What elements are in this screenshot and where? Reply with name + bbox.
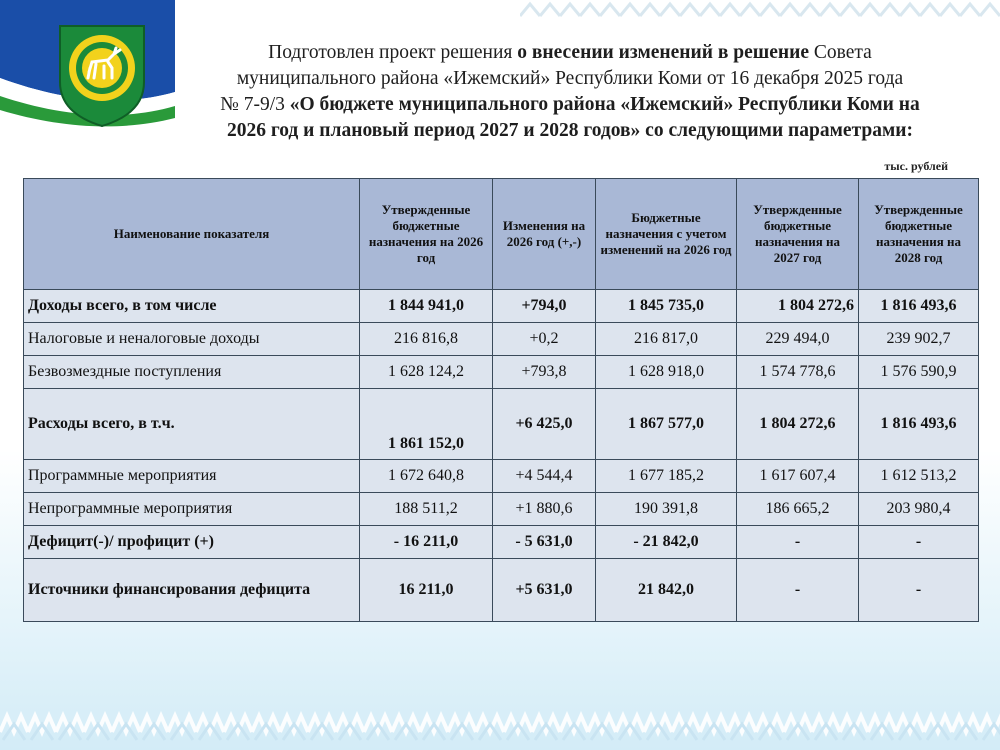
table-cell: 1 574 778,6 — [737, 356, 859, 389]
title-part-6: «О бюджете муниципального района «Ижемский» Республики Коми на — [289, 94, 920, 115]
row-label: Непрограммные мероприятия — [24, 493, 360, 526]
table-cell: - — [737, 559, 859, 622]
table-cell: +793,8 — [493, 356, 596, 389]
table-cell: 216 817,0 — [596, 323, 737, 356]
table-header-row — [24, 179, 979, 290]
table-row — [24, 389, 979, 460]
table-cell: +1 880,6 — [493, 493, 596, 526]
table-cell: 188 511,2 — [360, 493, 493, 526]
column-header: Утвержденные бюджетные назначения на 2026 год — [360, 179, 493, 290]
table-cell: 203 980,4 — [859, 493, 979, 526]
column-header: Утвержденные бюджетные назначения на 2028 год — [859, 179, 979, 290]
table-cell: 1 617 607,4 — [737, 460, 859, 493]
table-cell: 1 844 941,0 — [360, 290, 493, 323]
table-cell: +794,0 — [493, 290, 596, 323]
title-part-2: о внесении изменений в решение — [517, 42, 810, 63]
table-cell: 1 612 513,2 — [859, 460, 979, 493]
table-cell: 1 677 185,2 — [596, 460, 737, 493]
table-cell: 1 628 124,2 — [360, 356, 493, 389]
table-cell: 1 804 272,6 — [737, 290, 859, 323]
table-row — [24, 493, 979, 526]
table-cell: 16 211,0 — [360, 559, 493, 622]
table-row — [24, 460, 979, 493]
table-cell: 1 804 272,6 — [737, 389, 859, 460]
column-header: Бюджетные назначения с учетом изменений на 2026 год — [596, 179, 737, 290]
table-row — [24, 323, 979, 356]
table-cell: +5 631,0 — [493, 559, 596, 622]
row-label: Дефицит(-)/ профицит (+) — [24, 526, 360, 559]
table-cell: 1 628 918,0 — [596, 356, 737, 389]
table-cell: 1 816 493,6 — [859, 389, 979, 460]
table-row — [24, 526, 979, 559]
table-cell: - 21 842,0 — [596, 526, 737, 559]
table-cell: - 16 211,0 — [360, 526, 493, 559]
table-cell: - — [859, 559, 979, 622]
table-cell: 216 816,8 — [360, 323, 493, 356]
units-label: тыс. рублей — [884, 159, 948, 173]
table-cell: 21 842,0 — [596, 559, 737, 622]
bottom-ornament — [0, 702, 1000, 742]
row-label: Расходы всего, в т.ч. — [24, 389, 360, 460]
column-header: Наименование показателя — [24, 179, 360, 290]
top-ornament — [520, 0, 1000, 22]
table-cell: - 5 631,0 — [493, 526, 596, 559]
table-cell: 229 494,0 — [737, 323, 859, 356]
coat-of-arms-emblem — [56, 22, 148, 128]
row-label: Источники финансирования дефицита — [24, 559, 360, 622]
table-cell: +0,2 — [493, 323, 596, 356]
title-part-3: Совета — [809, 42, 872, 63]
title-part-5: № 7-9/3 — [220, 94, 290, 115]
table-cell: 1 867 577,0 — [596, 389, 737, 460]
table-cell: 239 902,7 — [859, 323, 979, 356]
table-cell: 1 816 493,6 — [859, 290, 979, 323]
table-cell: 1 672 640,8 — [360, 460, 493, 493]
title-part-4: муниципального района «Ижемский» Республики Коми от 16 декабря 2025 года — [236, 68, 904, 89]
row-label: Безвозмездные поступления — [24, 356, 360, 389]
table-row — [24, 356, 979, 389]
row-label: Доходы всего, в том числе — [24, 290, 360, 323]
table-cell: 186 665,2 — [737, 493, 859, 526]
table-cell: 1 861 152,0 — [360, 389, 493, 460]
page-title — [160, 40, 980, 144]
table-cell: +6 425,0 — [493, 389, 596, 460]
column-header: Изменения на 2026 год (+,-) — [493, 179, 596, 290]
table-cell: - — [859, 526, 979, 559]
table-cell: - — [737, 526, 859, 559]
table-cell: 1 576 590,9 — [859, 356, 979, 389]
row-label: Налоговые и неналоговые доходы — [24, 323, 360, 356]
column-header: Утвержденные бюджетные назначения на 2027 год — [737, 179, 859, 290]
budget-table — [23, 178, 979, 622]
table-cell: 1 845 735,0 — [596, 290, 737, 323]
title-part-7: 2026 год и плановый период 2027 и 2028 годов» со следующими параметрами: — [227, 120, 913, 141]
table-row — [24, 290, 979, 323]
title-part-1: Подготовлен проект решения — [268, 42, 518, 63]
table-cell: +4 544,4 — [493, 460, 596, 493]
row-label: Программные мероприятия — [24, 460, 360, 493]
table-row — [24, 559, 979, 622]
table-cell: 190 391,8 — [596, 493, 737, 526]
